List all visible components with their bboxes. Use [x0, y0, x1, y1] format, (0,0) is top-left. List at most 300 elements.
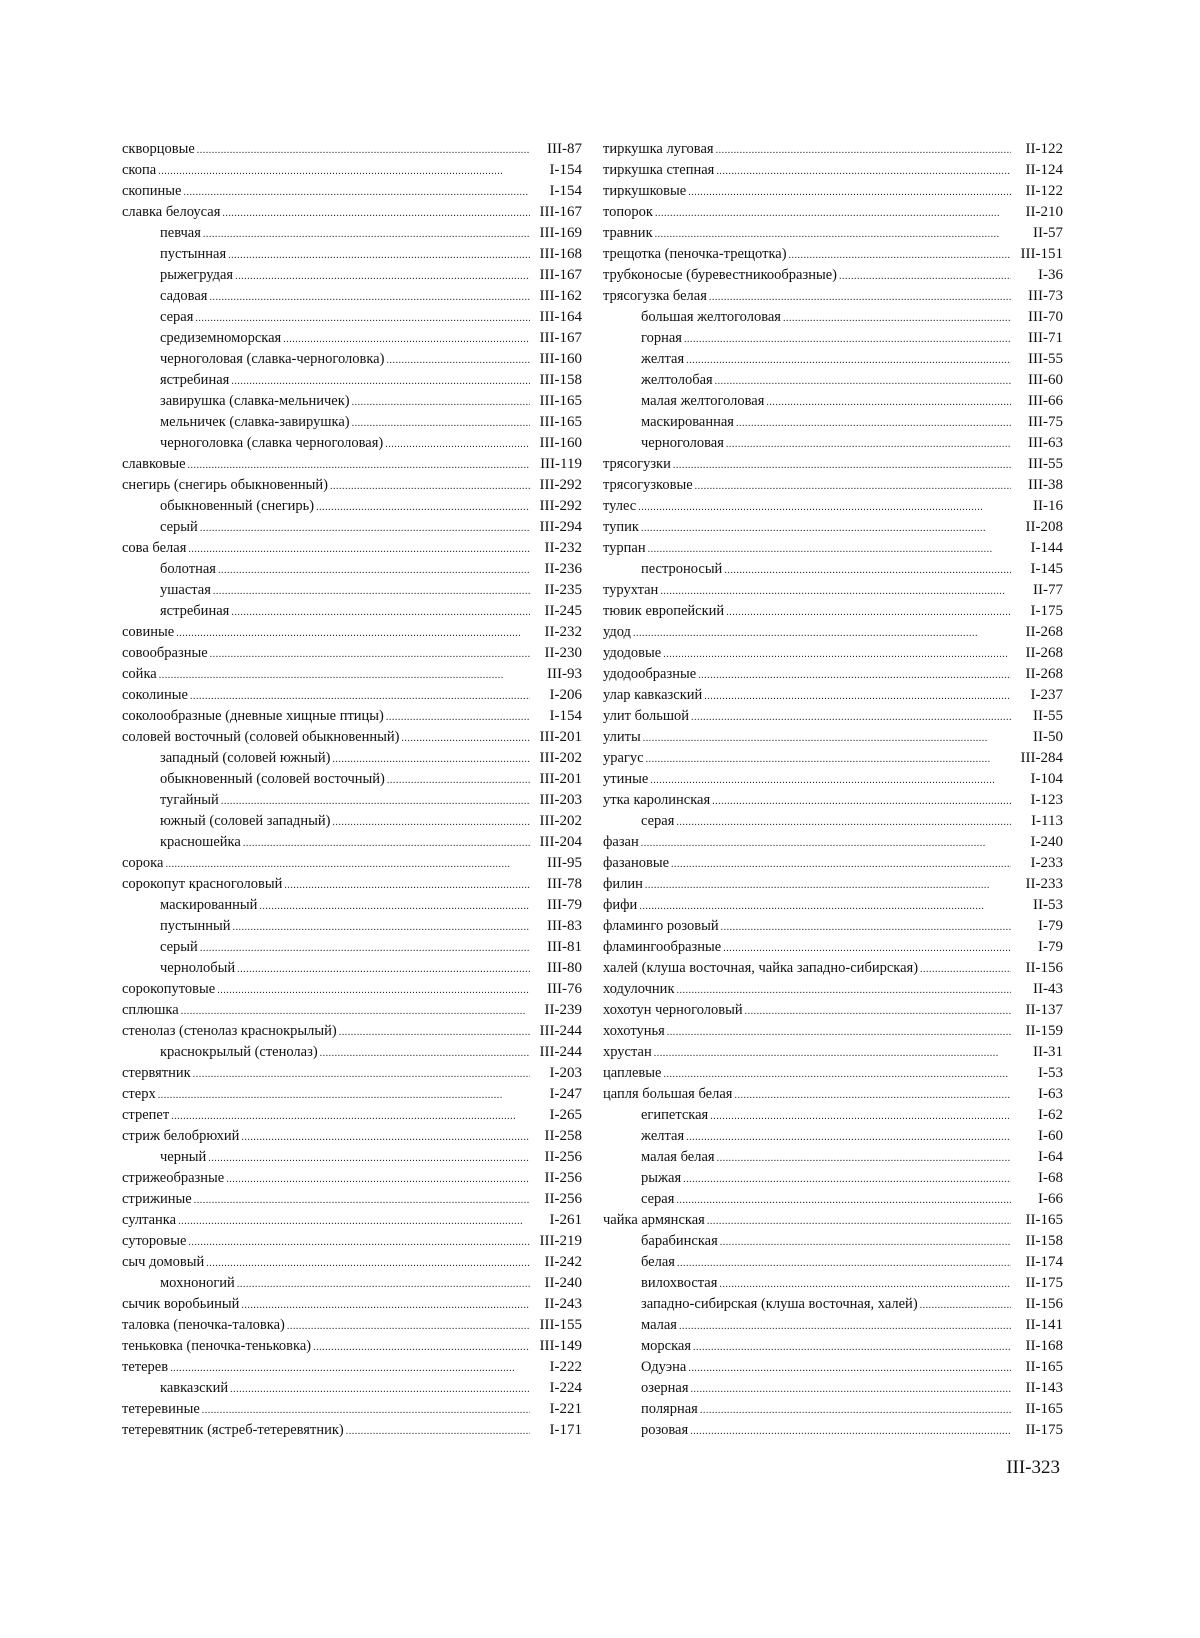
- dot-leader: [764, 392, 1011, 413]
- dot-leader: [208, 644, 530, 665]
- entry-name: улар кавказский: [603, 687, 703, 703]
- entry-name: маскированная: [641, 414, 734, 430]
- index-entry: [603, 265, 1063, 286]
- dot-leader: [186, 455, 530, 476]
- index-entry: [603, 412, 1063, 433]
- entry-page-ref: II-210: [1025, 204, 1063, 220]
- entry-page-ref: I-66: [1038, 1191, 1063, 1207]
- dot-leader: [226, 245, 530, 266]
- entry-page-ref: II-235: [544, 582, 582, 598]
- entry-page-ref: I-60: [1038, 1128, 1063, 1144]
- entry-name: озерная: [641, 1380, 689, 1396]
- entry-name: чернолобый: [160, 960, 236, 976]
- entry-page-ref: III-80: [547, 960, 582, 976]
- entry-name: стрижеобразные: [122, 1170, 225, 1186]
- dot-leader: [241, 833, 530, 854]
- entry-page-ref: I-224: [549, 1380, 582, 1396]
- index-entry: [122, 1315, 582, 1336]
- entry-page-ref: II-57: [1033, 225, 1063, 241]
- dot-leader: [181, 182, 530, 203]
- dot-leader: [193, 308, 530, 329]
- index-entry: [603, 1021, 1063, 1042]
- entry-name: улит большой: [603, 708, 690, 724]
- entry-name: тетерев: [122, 1359, 169, 1375]
- index-entry: [122, 979, 582, 1000]
- dot-leader: [743, 1001, 1011, 1022]
- entry-page-ref: II-43: [1033, 981, 1063, 997]
- dot-leader: [239, 1127, 530, 1148]
- entry-name: черноголовая (славка-черноголовка): [160, 351, 385, 367]
- index-entry: [603, 307, 1063, 328]
- index-entry: [122, 664, 582, 685]
- entry-page-ref: II-233: [1025, 876, 1063, 892]
- dot-leader: [644, 749, 1011, 770]
- dot-leader: [216, 560, 530, 581]
- dot-leader: [918, 1295, 1011, 1316]
- entry-page-ref: III-162: [539, 288, 582, 304]
- index-entry: [122, 1042, 582, 1063]
- dot-leader: [665, 1022, 1011, 1043]
- entry-name: Одуэна: [641, 1359, 687, 1375]
- entry-page-ref: I-203: [549, 1065, 582, 1081]
- index-entry: [122, 853, 582, 874]
- entry-name: красношейка: [160, 834, 241, 850]
- entry-name: суторовые: [122, 1233, 187, 1249]
- entry-page-ref: I-222: [549, 1359, 582, 1375]
- dot-leader: [713, 371, 1011, 392]
- index-entry: [603, 853, 1063, 874]
- entry-page-ref: III-158: [539, 372, 582, 388]
- entry-page-ref: III-76: [547, 981, 582, 997]
- dot-leader: [328, 476, 530, 497]
- index-entry: [122, 1147, 582, 1168]
- entry-page-ref: I-62: [1038, 1107, 1063, 1123]
- entry-name: утиные: [603, 771, 649, 787]
- index-entry: [603, 1147, 1063, 1168]
- entry-page-ref: II-122: [1025, 183, 1063, 199]
- entry-name: тугайный: [160, 792, 219, 808]
- entry-page-ref: I-145: [1030, 561, 1063, 577]
- index-column-left: [122, 139, 582, 1441]
- entry-page-ref: I-53: [1038, 1065, 1063, 1081]
- index-entry: [122, 559, 582, 580]
- dot-leader: [689, 707, 1011, 728]
- entry-page-ref: I-79: [1038, 939, 1063, 955]
- entry-name: стенолаз (стенолаз краснокрылый): [122, 1023, 337, 1039]
- index-entry: [603, 223, 1063, 244]
- index-entry: [603, 1210, 1063, 1231]
- entry-name: большая желтоголовая: [641, 309, 781, 325]
- entry-name: западно-сибирская (клуша восточная, халей): [641, 1296, 918, 1312]
- index-entry: [122, 1273, 582, 1294]
- dot-leader: [156, 161, 530, 182]
- entry-name: тетеревиные: [122, 1401, 200, 1417]
- dot-leader: [285, 1316, 530, 1337]
- dot-leader: [686, 182, 1011, 203]
- dot-leader: [330, 812, 530, 833]
- index-entry: [603, 1231, 1063, 1252]
- entry-name: певчая: [160, 225, 201, 241]
- entry-page-ref: II-165: [1025, 1359, 1063, 1375]
- entry-page-ref: III-151: [1020, 246, 1063, 262]
- entry-name: малая желтоголовая: [641, 393, 765, 409]
- entry-name: болотная: [160, 561, 216, 577]
- dot-leader: [195, 140, 530, 161]
- index-entry: [122, 433, 582, 454]
- entry-name: мельничек (славка-завирушка): [160, 414, 350, 430]
- dot-leader: [314, 497, 530, 518]
- entry-name: западный (соловей южный): [160, 750, 331, 766]
- index-entry: [603, 685, 1063, 706]
- entry-name: сычик воробьиный: [122, 1296, 240, 1312]
- entry-name: тиркушковые: [603, 183, 687, 199]
- entry-page-ref: I-36: [1038, 267, 1063, 283]
- dot-leader: [350, 392, 530, 413]
- index-entry: [122, 1231, 582, 1252]
- index-entry: [603, 643, 1063, 664]
- entry-name: желтая: [641, 1128, 685, 1144]
- entry-name: цаплевые: [603, 1065, 662, 1081]
- dot-leader: [787, 245, 1011, 266]
- entry-page-ref: I-247: [549, 1086, 582, 1102]
- entry-page-ref: II-175: [1025, 1422, 1063, 1438]
- entry-page-ref: III-83: [547, 918, 582, 934]
- entry-page-ref: II-143: [1025, 1380, 1063, 1396]
- index-entry: [122, 328, 582, 349]
- entry-page-ref: II-50: [1033, 729, 1063, 745]
- index-entry: [603, 244, 1063, 265]
- index-entry: [603, 1336, 1063, 1357]
- dot-leader: [200, 1400, 530, 1421]
- dot-leader: [675, 1253, 1011, 1274]
- dot-leader: [215, 980, 530, 1001]
- index-entry: [122, 706, 582, 727]
- dot-leader: [220, 203, 530, 224]
- entry-page-ref: III-203: [539, 792, 582, 808]
- entry-name: топорок: [603, 204, 653, 220]
- dot-leader: [169, 1106, 530, 1127]
- dot-leader: [652, 1043, 1011, 1064]
- entry-name: сорокопутовые: [122, 981, 216, 997]
- entry-name: совообразные: [122, 645, 208, 661]
- dot-leader: [281, 329, 530, 350]
- dot-leader: [337, 1022, 530, 1043]
- entry-page-ref: III-167: [539, 204, 582, 220]
- dot-leader: [174, 623, 530, 644]
- entry-page-ref: II-156: [1025, 1296, 1063, 1312]
- index-entry: [122, 391, 582, 412]
- entry-name: черноголовка (славка черноголовая): [160, 435, 384, 451]
- dot-leader: [186, 539, 530, 560]
- dot-leader: [684, 1127, 1011, 1148]
- entry-name: скопиные: [122, 183, 182, 199]
- dot-leader: [219, 791, 530, 812]
- entry-name: сойка: [122, 666, 157, 682]
- entry-name: халей (клуша восточная, чайка западно-сибирская): [603, 960, 919, 976]
- index-entry: [122, 1168, 582, 1189]
- index-entry: [122, 937, 582, 958]
- index-entry: [122, 601, 582, 622]
- index-entry: [122, 1336, 582, 1357]
- index-entry: [122, 223, 582, 244]
- entry-name: славка белоусая: [122, 204, 221, 220]
- entry-name: теньковка (пеночка-теньковка): [122, 1338, 312, 1354]
- entry-page-ref: I-154: [549, 708, 582, 724]
- index-entry: [122, 1105, 582, 1126]
- dot-leader: [702, 686, 1011, 707]
- entry-page-ref: II-55: [1033, 708, 1063, 724]
- entry-page-ref: III-55: [1028, 456, 1063, 472]
- index-entry: [603, 958, 1063, 979]
- index-column-right: [603, 139, 1063, 1441]
- entry-name: серая: [641, 1191, 675, 1207]
- dot-leader: [696, 665, 1011, 686]
- index-entry: [122, 769, 582, 790]
- entry-name: таловка (пеночка-таловка): [122, 1317, 285, 1333]
- dot-leader: [691, 1337, 1011, 1358]
- entry-page-ref: II-268: [1025, 645, 1063, 661]
- entry-name: трясогузки: [603, 456, 671, 472]
- dot-leader: [715, 1148, 1011, 1169]
- entry-name: тетеревятник (ястреб-тетеревятник): [122, 1422, 344, 1438]
- entry-name: стрижиные: [122, 1191, 192, 1207]
- dot-leader: [661, 1064, 1011, 1085]
- entry-page-ref: II-158: [1025, 1233, 1063, 1249]
- dot-leader: [311, 1337, 530, 1358]
- entry-name: стервятник: [122, 1065, 191, 1081]
- dot-leader: [639, 833, 1011, 854]
- index-entry: [603, 580, 1063, 601]
- entry-name: сорока: [122, 855, 164, 871]
- dot-leader: [677, 1316, 1011, 1337]
- dot-leader: [235, 959, 530, 980]
- dot-leader: [330, 749, 530, 770]
- index-entry: [122, 622, 582, 643]
- entry-name: филин: [603, 876, 643, 892]
- dot-leader: [384, 350, 530, 371]
- index-entry: [603, 1399, 1063, 1420]
- page-number: III-323: [1006, 1457, 1060, 1478]
- index-entry: [603, 811, 1063, 832]
- dot-leader: [235, 1274, 530, 1295]
- entry-name: завирушка (славка-мельничек): [160, 393, 350, 409]
- dot-leader: [653, 224, 1011, 245]
- entry-page-ref: III-119: [540, 456, 582, 472]
- index-entry: [603, 874, 1063, 895]
- index-entry: [122, 1399, 582, 1420]
- dot-leader: [636, 497, 1011, 518]
- dot-leader: [717, 1274, 1011, 1295]
- entry-name: трещотка (пеночка-трещотка): [603, 246, 787, 262]
- index-entry: [122, 874, 582, 895]
- dot-leader: [682, 329, 1011, 350]
- dot-leader: [781, 308, 1011, 329]
- entry-name: сова белая: [122, 540, 187, 556]
- entry-name: сорокопут красноголовый: [122, 876, 283, 892]
- index-entry: [122, 160, 582, 181]
- entry-name: удодовые: [603, 645, 662, 661]
- entry-page-ref: I-68: [1038, 1170, 1063, 1186]
- entry-name: стерх: [122, 1086, 156, 1102]
- dot-leader: [707, 287, 1011, 308]
- dot-leader: [641, 728, 1011, 749]
- dot-leader: [156, 1085, 530, 1106]
- entry-name: малая: [641, 1317, 677, 1333]
- index-entry: [603, 1294, 1063, 1315]
- entry-page-ref: II-53: [1033, 897, 1063, 913]
- entry-name: рыжая: [641, 1170, 682, 1186]
- index-entry: [122, 1420, 582, 1441]
- dot-leader: [399, 728, 530, 749]
- entry-page-ref: III-71: [1028, 330, 1063, 346]
- index-entry: [603, 1252, 1063, 1273]
- entry-name: тиркушка луговая: [603, 141, 714, 157]
- dot-leader: [350, 413, 530, 434]
- dot-leader: [658, 581, 1011, 602]
- index-entry: [122, 265, 582, 286]
- entry-name: тулес: [603, 498, 637, 514]
- dot-leader: [732, 1085, 1011, 1106]
- entry-page-ref: II-236: [544, 561, 582, 577]
- entry-page-ref: III-294: [539, 519, 582, 535]
- entry-name: рыжегрудая: [160, 267, 234, 283]
- index-entry: [603, 496, 1063, 517]
- dot-leader: [318, 1043, 530, 1064]
- entry-name: стриж белобрюхий: [122, 1128, 240, 1144]
- dot-leader: [257, 896, 530, 917]
- entry-page-ref: I-154: [549, 183, 582, 199]
- entry-name: турпан: [603, 540, 646, 556]
- entry-page-ref: II-243: [544, 1296, 582, 1312]
- entry-page-ref: II-240: [544, 1275, 582, 1291]
- entry-name: чайка армянская: [603, 1212, 705, 1228]
- entry-page-ref: III-93: [547, 666, 582, 682]
- entry-name: серый: [160, 519, 198, 535]
- index-entry: [122, 580, 582, 601]
- entry-page-ref: III-38: [1028, 477, 1063, 493]
- entry-name: морская: [641, 1338, 692, 1354]
- index-entry: [603, 1189, 1063, 1210]
- dot-leader: [705, 1211, 1011, 1232]
- index-entry: [603, 790, 1063, 811]
- index-entry: [603, 916, 1063, 937]
- entry-name: садовая: [160, 288, 208, 304]
- entry-page-ref: II-16: [1033, 498, 1063, 514]
- entry-page-ref: I-171: [549, 1422, 582, 1438]
- index-entry: [603, 517, 1063, 538]
- entry-name: стрепет: [122, 1107, 170, 1123]
- entry-name: египетская: [641, 1107, 709, 1123]
- index-entry: [122, 202, 582, 223]
- dot-leader: [675, 980, 1012, 1001]
- dot-leader: [724, 434, 1011, 455]
- entry-page-ref: I-221: [549, 1401, 582, 1417]
- dot-leader: [714, 161, 1011, 182]
- dot-leader: [689, 1379, 1011, 1400]
- dot-leader: [698, 1400, 1011, 1421]
- entry-page-ref: II-242: [544, 1254, 582, 1270]
- entry-name: скопа: [122, 162, 157, 178]
- entry-name: славковые: [122, 456, 186, 472]
- entry-name: пестроносый: [641, 561, 723, 577]
- entry-name: цапля большая белая: [603, 1086, 733, 1102]
- entry-page-ref: I-79: [1038, 918, 1063, 934]
- dot-leader: [714, 140, 1011, 161]
- entry-page-ref: III-155: [539, 1317, 582, 1333]
- entry-page-ref: I-154: [549, 162, 582, 178]
- dot-leader: [168, 1358, 530, 1379]
- entry-page-ref: I-175: [1030, 603, 1063, 619]
- entry-page-ref: I-144: [1030, 540, 1063, 556]
- index-entry: [603, 160, 1063, 181]
- entry-name: белая: [641, 1254, 675, 1270]
- index-entry: [122, 1294, 582, 1315]
- index-entry: [603, 895, 1063, 916]
- entry-page-ref: II-137: [1025, 1002, 1063, 1018]
- index-entry: [122, 349, 582, 370]
- index-entry: [122, 517, 582, 538]
- dot-leader: [383, 434, 530, 455]
- entry-page-ref: II-141: [1025, 1317, 1063, 1333]
- index-entry: [122, 1063, 582, 1084]
- index-entry: [603, 979, 1063, 1000]
- dot-leader: [684, 350, 1011, 371]
- entry-page-ref: II-168: [1025, 1338, 1063, 1354]
- entry-name: мохноногий: [160, 1275, 235, 1291]
- entry-name: сплюшка: [122, 1002, 179, 1018]
- dot-leader: [344, 1421, 530, 1442]
- index-entry: [122, 139, 582, 160]
- dot-leader: [163, 854, 530, 875]
- entry-name: желтая: [641, 351, 685, 367]
- index-entry: [122, 475, 582, 496]
- entry-name: обыкновенный (соловей восточный): [160, 771, 385, 787]
- dot-leader: [708, 1106, 1011, 1127]
- entry-name: южный (соловей западный): [160, 813, 331, 829]
- index-entry: [122, 1210, 582, 1231]
- entry-page-ref: II-256: [544, 1170, 582, 1186]
- entry-name: горная: [641, 330, 682, 346]
- entry-page-ref: II-77: [1033, 582, 1063, 598]
- dot-leader: [192, 1190, 530, 1211]
- dot-leader: [837, 266, 1011, 287]
- index-entry: [122, 1357, 582, 1378]
- index-entry: [122, 286, 582, 307]
- entry-name: турухтан: [603, 582, 659, 598]
- entry-page-ref: II-159: [1025, 1023, 1063, 1039]
- index-entry: [122, 244, 582, 265]
- dot-leader: [637, 896, 1011, 917]
- dot-leader: [207, 287, 530, 308]
- entry-name: трясогузка белая: [603, 288, 707, 304]
- entry-page-ref: III-167: [539, 267, 582, 283]
- entry-page-ref: II-268: [1025, 624, 1063, 640]
- index-entry: [122, 307, 582, 328]
- index-entry: [122, 790, 582, 811]
- dot-leader: [646, 539, 1011, 560]
- dot-leader: [239, 1295, 530, 1316]
- entry-page-ref: II-258: [544, 1128, 582, 1144]
- entry-name: султанка: [122, 1212, 177, 1228]
- dot-leader: [179, 1001, 530, 1022]
- dot-leader: [204, 1253, 530, 1274]
- entry-name: желтолобая: [641, 372, 713, 388]
- entry-name: травник: [603, 225, 653, 241]
- dot-leader: [721, 938, 1011, 959]
- entry-page-ref: III-244: [539, 1023, 582, 1039]
- entry-page-ref: II-124: [1025, 162, 1063, 178]
- index-entry: [603, 139, 1063, 160]
